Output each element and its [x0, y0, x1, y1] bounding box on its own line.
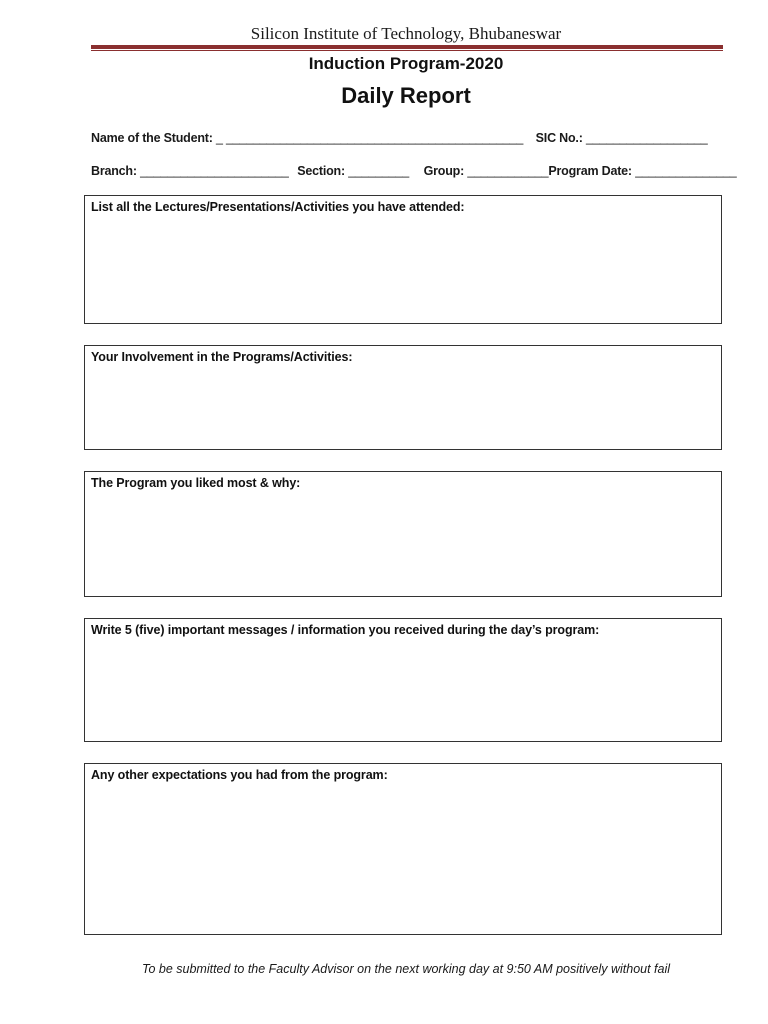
sic-field[interactable]: __________________ [585, 131, 708, 145]
header-rule-thin [91, 50, 723, 51]
program-date-label: Program Date: [548, 164, 632, 178]
involvement-prompt: Your Involvement in the Programs/Activities: [91, 350, 353, 364]
sic-label: SIC No.: [535, 131, 583, 145]
student-name-label: Name of the Student: [91, 131, 213, 145]
other-expectations-prompt: Any other expectations you had from the program: [91, 768, 388, 782]
submission-note: To be submitted to the Faculty Advisor on the next working day at 9:50 AM positively without fail [141, 962, 671, 976]
page-title: Daily Report [341, 83, 471, 108]
liked-program-box[interactable] [84, 471, 722, 597]
student-name-field[interactable]: _ ____________________________________________ [215, 131, 524, 145]
branch-label: Branch: [91, 164, 137, 178]
important-messages-prompt: Write 5 (five) important messages / information you received during the day’s program: [91, 623, 600, 637]
institute-name: Silicon Institute of Technology, Bhubaneswar [250, 24, 562, 43]
program-title: Induction Program-2020 [308, 54, 504, 73]
lectures-attended-prompt: List all the Lectures/Presentations/Activities you have attended: [91, 200, 465, 214]
group-field[interactable]: ____________ [467, 164, 549, 178]
liked-program-prompt: The Program you liked most & why: [91, 476, 301, 490]
other-expectations-box[interactable] [84, 763, 722, 935]
program-info-row [91, 164, 736, 178]
student-info-row [91, 131, 708, 145]
involvement-box[interactable] [84, 345, 722, 450]
important-messages-box[interactable] [84, 618, 722, 742]
lectures-attended-box[interactable] [84, 195, 722, 324]
section-field[interactable]: _________ [348, 164, 410, 178]
group-label: Group: [423, 164, 465, 178]
section-label: Section: [297, 164, 345, 178]
header-rule-thick [91, 45, 723, 49]
program-date-field[interactable]: _______________ [635, 164, 737, 178]
branch-field[interactable]: ______________________ [140, 164, 289, 178]
